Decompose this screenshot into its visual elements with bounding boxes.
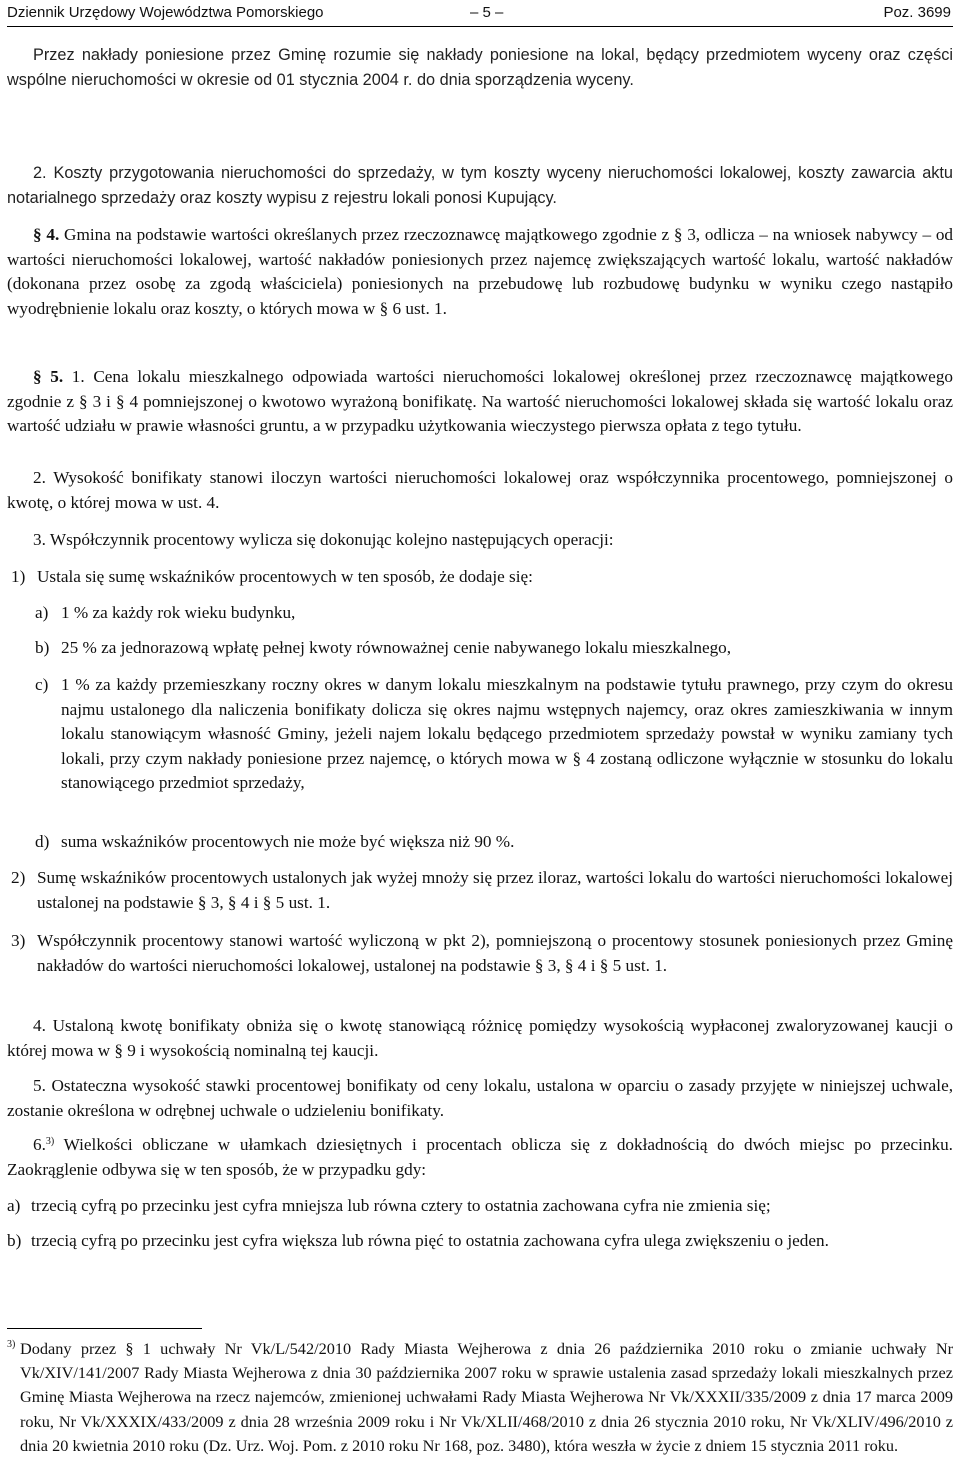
journal-title: Dziennik Urzędowy Województwa Pomorskiego bbox=[7, 4, 324, 21]
footnote: 3) Dodany przez § 1 uchwały Nr Vk/L/542/2010 Rady Miasta Wejherowa z dnia 26 października 2010 roku o zmianie uchwały Nr Vk/XIV/141/2007 Rady Miasta Wejherowa z dnia 30 października 2007 roku w sprawie ustalenia zasad sprzedaży lokali mieszkalnych przez Gminę Miasta Wejherowa na rzecz najemców, zmienionej uchwałami Rady Miasta Wejherowa Nr Vk/XXXII/335/2009 z dnia 17 marca 2009 roku, Nr Vk/XXXIX/433/2009 z dnia 28 września 2009 roku i Nr Vk/XLII/468/2010 z dnia 26 stycznia 2010 roku, Nr Vk/XLIV/496/2010 z dnia 20 kwietnia 2010 roku (Dz. Urz. Woj. Pom. z 2010 roku Nr 168, poz. 3480), która weszła w życie z dniem 15 stycznia 2011 roku. bbox=[7, 1337, 953, 1458]
section-5-paragraph-5: 5. Ostateczna wysokość stawki procentowej bonifikaty od ceny lokalu, ustalona w oparciu o zasady przyjęte w niniejszej uchwale, zostanie określona w odrębnej uchwale o udzieleniu bonifikaty. bbox=[7, 1076, 953, 1120]
footnote-text: Dodany przez § 1 uchwały Nr Vk/L/542/2010 Rady Miasta Wejherowa z dnia 26 października 2010 roku o zmianie uchwały Nr Vk/XIV/141/2007 Rady Miasta Wejherowa z dnia 30 października 2007 roku w sprawie ustalenia zasad sprzedaży lokali mieszkalnych przez Gminę Miasta Wejherowa na rzecz najemców, zmienionej uchwałami Rady Miasta Wejherowa Nr Vk/XXXII/335/2009 z dnia 17 marca 2009 roku, Nr Vk/XXXIX/433/2009 z dnia 28 września 2009 roku i Nr Vk/XLII/468/2010 z dnia 26 stycznia 2010 roku, Nr Vk/XLIV/496/2010 z dnia 20 kwietnia 2010 roku (Dz. Urz. Woj. Pom. z 2010 roku Nr 168, poz. 3480), która weszła w życie z dniem 15 stycznia 2011 roku. bbox=[20, 1339, 953, 1455]
list-text: suma wskaźników procentowych nie może być większa niż 90 %. bbox=[61, 832, 515, 851]
section-label: § 4. bbox=[33, 225, 60, 244]
paragraph-naklady: Przez nakłady poniesione przez Gminę rozumie się nakłady poniesione na lokal, będący przedmiotem wyceny oraz części wspólne nieruchomości w okresie od 01 stycznia 2004 r. do dnia sporządzenia wyceny. bbox=[7, 46, 953, 89]
rounding-rule-a bbox=[7, 1194, 953, 1219]
operation-3 bbox=[7, 929, 953, 978]
operation-1b bbox=[35, 636, 953, 661]
list-text: Sumę wskaźników procentowych ustalonych jak wyżej mnoży się przez iloraz, wartości lokalu do wartości nieruchomości lokalowej ustalonej na podstawie § 3, § 4 i § 5 ust. 1. bbox=[37, 868, 953, 912]
paragraph-text: Cena lokalu mieszkalnego odpowiada wartości nieruchomości lokalowej określonej przez rzeczoznawcę majątkowego zgodnie z § 3 i § 4 pomniejszonej o kwotowo wyrażoną bonifikatę. Na wartość nieruchomości lokalowej składa się wartość lokalu oraz wartość udziału w prawie własności gruntu, a w przypadku użytkowania wieczystego pierwsza opłata z tego tytułu. bbox=[7, 367, 954, 435]
rounding-rule-b bbox=[7, 1229, 953, 1254]
list-letter: a) bbox=[35, 603, 49, 622]
paragraph-number: 2. bbox=[33, 164, 47, 182]
paragraph-text: Koszty przygotowania nieruchomości do sprzedaży, w tym koszty wyceny nieruchomości lokalowej, koszty zawarcia aktu notarialnego sprzedaży oraz koszty wypisu z rejestru lokali ponosi Kupujący. bbox=[7, 164, 953, 207]
page-header bbox=[7, 0, 953, 27]
operation-1c bbox=[35, 673, 953, 796]
list-text: 1 % za każdy rok wieku budynku, bbox=[61, 603, 296, 622]
list-text: Ustala się sumę wskaźników procentowych w ten sposób, że dodaje się: bbox=[37, 567, 533, 586]
list-text: trzecią cyfrą po przecinku jest cyfra mniejsza lub równa cztery to ostatnia zachowana cyfra nie zmienia się; bbox=[31, 1196, 771, 1215]
list-text: trzecią cyfrą po przecinku jest cyfra większa lub równa pięć to ostatnia zachowana cyfra ulega zwiększeniu o jeden. bbox=[31, 1231, 829, 1250]
paragraph-koszty bbox=[7, 161, 953, 210]
operation-1d bbox=[35, 830, 953, 855]
list-text: 1 % za każdy przemieszkany roczny okres w danym lokalu mieszkalnym na podstawie tytułu prawnego, przy czym do okresu najmu ustalonego dla naliczenia bonifikaty dolicza się okres najmu wstępnych najemcy, oraz okres zamieszkiwania w innym lokalu stanowiącym własność Gminy, jeżeli najem lokalu będącego przedmiotem sprzedaży powstał w wyniku zamiany tych lokali, przy czym nakłady poniesione przez najemcę, o których mowa w § 4 zostaną odliczone wyłącznie w stosunku do lokalu stanowiącego przedmiot sprzedaży, bbox=[61, 675, 953, 792]
list-number: 2) bbox=[11, 868, 26, 887]
section-5-paragraph-2: 2. Wysokość bonifikaty stanowi iloczyn wartości nieruchomości lokalowej oraz współczynnika procentowego, pomniejszonej o kwotę, o której mowa w ust. 4. bbox=[7, 468, 953, 512]
paragraph-text: Wielkości obliczane w ułamkach dziesiętnych i procentach oblicza się z dokładnością do dwóch miejsc po przecinku. Zaokrąglenie odbywa się w ten sposób, że w przypadku gdy: bbox=[7, 1135, 953, 1179]
section-5-paragraph-6 bbox=[7, 1133, 953, 1182]
page-number: – 5 – bbox=[470, 4, 504, 21]
section-text: Gmina na podstawie wartości określanych przez rzeczoznawcę majątkowego zgodnie z § 3, odlicza – na wniosek nabywcy – od wartości nieruchomości lokalowej, wartość nakładów poniesionych przez najemcę zwiększających wartość lokalu, wartość nakładów (dokonana przez osobę za zgodą właściciela) poniesionych na przebudowę lub rozbudowę budynku w wyniku czego nastąpiło wyodrębnienie lokalu oraz koszty, o których mowa w § 6 ust. 1. bbox=[7, 225, 954, 318]
operation-1 bbox=[7, 565, 953, 590]
section-5-paragraph-1 bbox=[7, 365, 953, 439]
section-4 bbox=[7, 223, 953, 321]
section-5-paragraph-4: 4. Ustaloną kwotę bonifikaty obniża się o kwotę stanowiącą różnicę pomiędzy wysokością wypłaconej zwaloryzowanej kaucji o której mowa w § 9 i wysokością nominalną tej kaucji. bbox=[7, 1016, 953, 1060]
list-letter: d) bbox=[35, 832, 50, 851]
list-number: 3) bbox=[11, 931, 26, 950]
list-letter: a) bbox=[7, 1196, 21, 1215]
paragraph-number: 1. bbox=[71, 367, 85, 386]
list-letter: b) bbox=[35, 638, 50, 657]
list-letter: b) bbox=[7, 1231, 22, 1250]
paragraph-number: 6. bbox=[33, 1135, 46, 1154]
operation-1a bbox=[35, 601, 953, 626]
list-letter: c) bbox=[35, 675, 49, 694]
section-5-paragraph-3: 3. Współczynnik procentowy wylicza się dokonując kolejno następujących operacji: bbox=[33, 530, 614, 549]
footnote-separator bbox=[7, 1328, 202, 1329]
list-text: Współczynnik procentowy stanowi wartość wyliczoną w pkt 2), pomniejszoną o procentowy stosunek poniesionych przez Gminę nakładów do wartości nieruchomości lokalowej, ustalonej na podstawie § 3, § 4 i § 5 ust. 1. bbox=[37, 931, 953, 975]
list-number: 1) bbox=[11, 567, 26, 586]
footnote-reference[interactable]: 3) bbox=[45, 1136, 55, 1147]
position-number: Poz. 3699 bbox=[883, 4, 951, 21]
section-label: § 5. bbox=[33, 367, 64, 386]
operation-2 bbox=[7, 866, 953, 915]
list-text: 25 % za jednorazową wpłatę pełnej kwoty równoważnej cenie nabywanego lokalu mieszkalnego, bbox=[61, 638, 732, 657]
